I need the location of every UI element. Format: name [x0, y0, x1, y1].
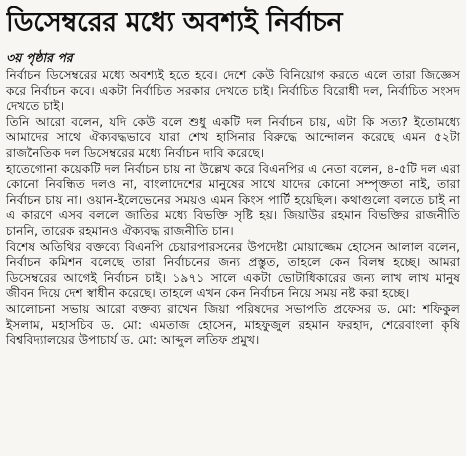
continued-from-label: ৩য় পৃষ্ঠার পর — [6, 50, 73, 65]
headline: ডিসেম্বরের মধ্যে অবশ্যই নির্বাচন — [6, 7, 343, 38]
article-paragraph: বিশেষ অতিথির বক্তব্যে বিএনপি চেয়ারপারসনের উপদেষ্টা মোয়াজ্জেম হোসেন আলাল বলেন, নির্বাচন কমিশন বলেছে তারা নির্বাচনের জন্য প্রস্তুত, তাহলে কেন বিলম্ব হচ্ছে। আমরা ডিসেম্বরের আগেই নির্বাচন চাই। ১৯৭১ সালে একটা ভোটাধিকারের জন্য লাখ লাখ মানুষ জীবন দিয়ে দেশ স্বাধীন করেছে। তাহলে এখন কেন নির্বাচন নিয়ে সময় নষ্ট করা হচ্ছে। — [6, 239, 460, 301]
article-paragraph: নির্বাচন ডিসেম্বরের মধ্যে অবশ্যই হতে হবে। দেশে কেউ বিনিয়োগ করতে এলে তারা জিজ্ঞেস করে নির্বাচন কবে। একটা নির্বাচিত সরকার দেখতে চাই। নির্বাচিত বিরোধী দল, নির্বাচিত সংসদ দেখতে চাই। — [6, 68, 460, 114]
article-paragraph: হাতেগোনা কয়েকটি দল নির্বাচন চায় না উল্লেখ করে বিএনপির এ নেতা বলেন, ৪-৫টি দল এরা কোনো নিবন্ধিত দলও না, বাংলাদেশের মানুষের সাথে যাদের কোনো সম্পৃক্ততা নাই, তারা নির্বাচন চায় না। ওয়ান-ইলেভেনের সময়ও এমন কিংস পার্টি হয়েছিল। কথাগুলো বলতে চাই না এ কারণে এসব বললে জাতির মধ্যে বিভক্তি সৃষ্টি হয়। জিয়াউর রহমান বিভক্তির রাজনীতি চাননি, তারেক রহমানও ঐক্যবদ্ধ রাজনীতি চান। — [6, 161, 460, 238]
article-body — [6, 68, 460, 349]
article-paragraph: তিনি আরো বলেন, যদি কেউ বলে শুধু একটি দল নির্বাচন চায়, এটা কি সত্য? ইতোমধ্যে আমাদের সাথে ঐক্যবদ্ধভাবে যারা শেখ হাসিনার বিরুদ্ধে আন্দোলন করেছে এমন ৫২টা রাজনৈতিক দল ডিসেম্বরের মধ্যে নির্বাচন দাবি করেছে। — [6, 114, 460, 160]
article-paragraph: আলোচনা সভায় আরো বক্তব্য রাখেন জিয়া পরিষদের সভাপতি প্রফেসর ড. মো: শফিকুল ইসলাম, মহাসচিব ড. মো: এমতাজ হোসেন, মাহফুজুল রহমান ফরহাদ, শেরেবাংলা কৃষি বিশ্ববিদ্যালয়ের উপাচার্য ড. মো: আব্দুল লতিফ প্রমুখ। — [6, 301, 460, 348]
